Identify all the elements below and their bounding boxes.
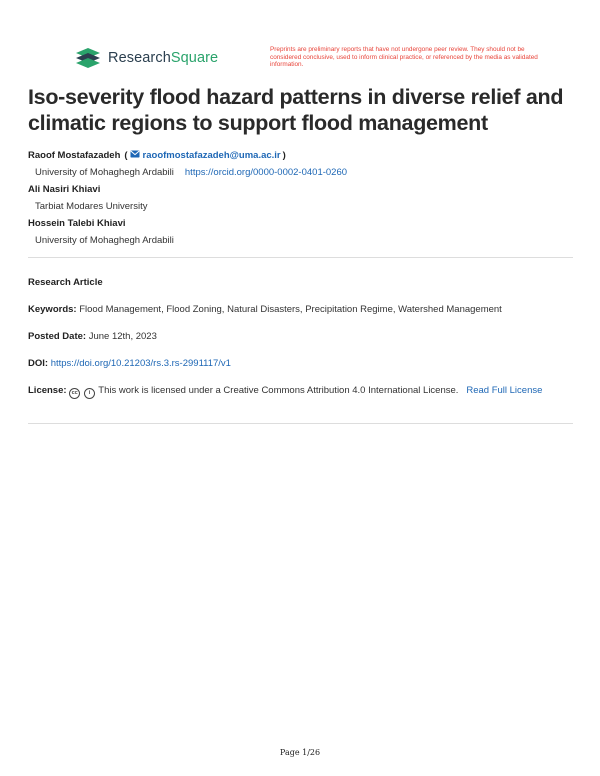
author-row xyxy=(28,150,573,167)
orcid-link[interactable]: https://orcid.org/0000-0002-0401-0260 xyxy=(184,167,348,178)
author-affiliation: University of Mohaghegh Ardabili xyxy=(35,167,174,178)
author-row xyxy=(28,184,573,201)
license-label: License: xyxy=(28,385,67,396)
divider xyxy=(28,257,573,258)
paper-title: Iso-severity flood hazard patterns in diverse relief and climatic regions to support flood management xyxy=(28,85,564,135)
keywords-value: Flood Management, Flood Zoning, Natural Disasters, Precipitation Regime, Watershed Management xyxy=(79,304,502,315)
posted-date xyxy=(28,329,573,344)
read-full-license-link[interactable]: Read Full License xyxy=(466,385,543,396)
author-affiliation: Tarbiat Modares University xyxy=(35,201,148,212)
author-name: Ali Nasiri Khiavi xyxy=(28,184,101,195)
open-paren: ( xyxy=(124,150,128,161)
research-square-logo-icon xyxy=(74,47,102,69)
article-type xyxy=(28,275,573,290)
creative-commons-icon: cc xyxy=(69,388,80,399)
logo-word-research: Research xyxy=(108,49,171,66)
keywords-label: Keywords: xyxy=(28,304,77,315)
envelope-icon xyxy=(130,150,140,158)
preprint-notice: Preprints are preliminary reports that have not undergone peer review. They should not be considered conclusive, used to inform clinical practice, or referenced by the media as validated information. xyxy=(270,46,538,69)
author-affiliation-row xyxy=(28,167,573,184)
author-row xyxy=(28,218,573,235)
author-affiliation: University of Mohaghegh Ardabili xyxy=(35,235,174,246)
attribution-icon: i xyxy=(84,388,95,399)
author-affiliation-row xyxy=(28,235,573,252)
header xyxy=(0,0,600,80)
doi xyxy=(28,356,573,371)
divider xyxy=(28,423,573,424)
page-number: Page 1/26 xyxy=(279,748,321,757)
license-text: This work is licensed under a Creative Commons Attribution 4.0 International License. xyxy=(98,385,459,396)
author-list xyxy=(28,150,573,252)
license xyxy=(28,383,573,399)
author-affiliation-row xyxy=(28,201,573,218)
author-name: Raoof Mostafazadeh xyxy=(28,150,121,161)
doi-label: DOI: xyxy=(28,358,49,369)
keywords xyxy=(28,302,573,317)
research-square-logo[interactable] xyxy=(74,47,218,69)
article-type-label: Research Article xyxy=(28,277,103,288)
logo-text xyxy=(108,51,218,66)
posted-date-label: Posted Date: xyxy=(28,331,87,342)
logo-word-square: Square xyxy=(170,49,219,66)
author-email-link[interactable]: raoofmostafazadeh@uma.ac.ir xyxy=(142,150,281,161)
author-name: Hossein Talebi Khiavi xyxy=(28,218,126,229)
doi-link[interactable]: https://doi.org/10.21203/rs.3.rs-2991117/v1 xyxy=(50,358,231,369)
close-paren: ) xyxy=(282,150,286,161)
posted-date-value: June 12th, 2023 xyxy=(88,331,157,342)
